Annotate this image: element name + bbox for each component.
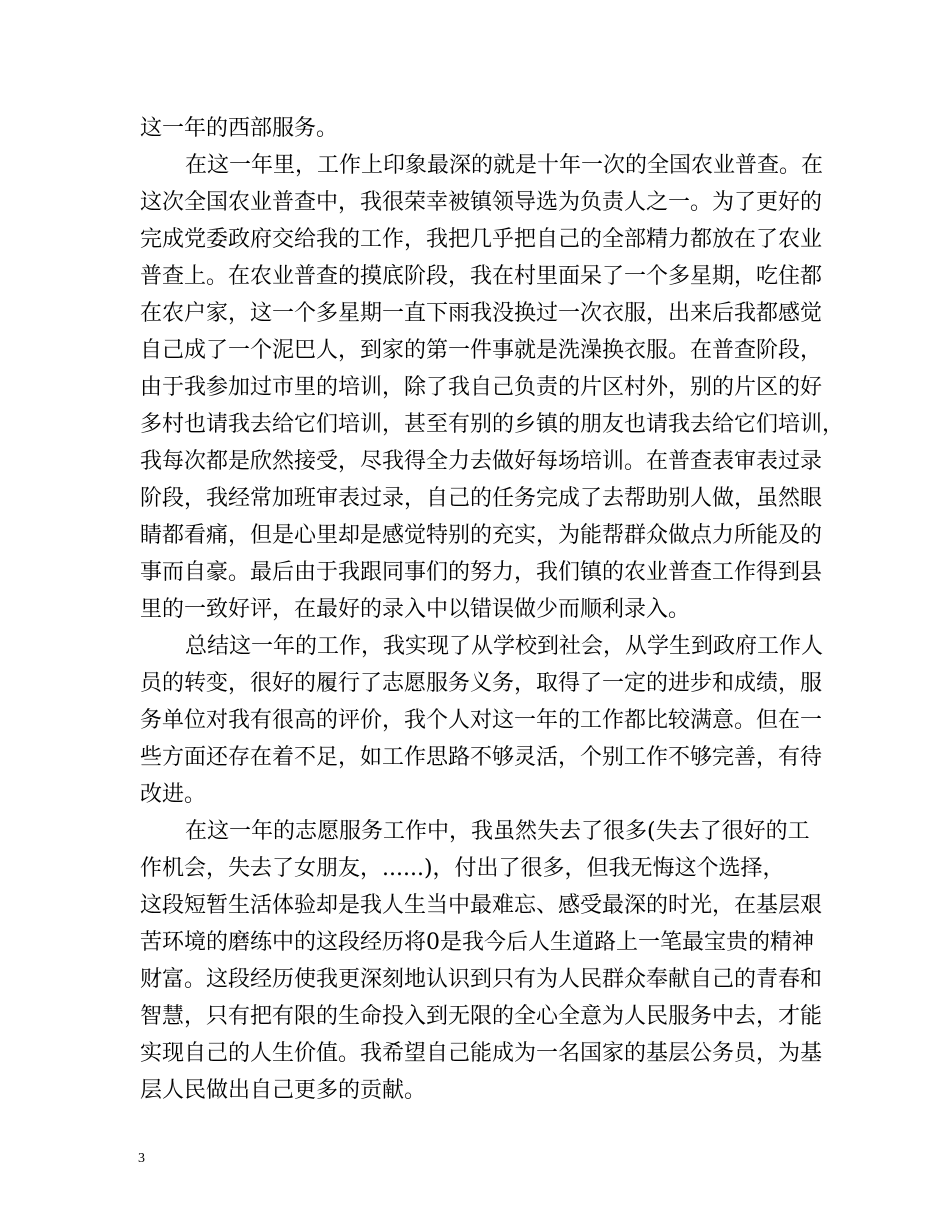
text-line: 这次全国农业普查中，我很荣幸被镇领导选为负责人之一。为了更好的 [140,190,823,215]
text-line: 层人民做出自己更多的贡献。 [140,1078,427,1103]
text-line: 财富。这段经历使我更深刻地认识到只有为人民群众奉献自己的青春和 [140,967,823,992]
text-line: 员的转变，很好的履行了志愿服务义务，取得了一定的进步和成绩，服 [140,671,823,696]
page-number: 3 [138,1151,145,1166]
text-line: 作机会，失去了女朋友，......)，付出了很多，但我无悔这个选择， [140,856,785,881]
text-line: 自己成了一个泥巴人，到家的第一件事就是洗澡换衣服。在普查阶段， [140,338,823,363]
text-line: 智慧，只有把有限的生命投入到无限的全心全意为人民服务中去，才能 [140,1004,823,1029]
text-line: 在农户家，这一个多星期一直下雨我没换过一次衣服，出来后我都感觉 [140,301,823,326]
paragraph-first-line: 在这一年里，工作上印象最深的就是十年一次的全国农业普查。在 [185,153,824,178]
text-line: 完成党委政府交给我的工作，我把几乎把自己的全部精力都放在了农业 [140,227,823,252]
text-line: 这段短暂生活体验却是我人生当中最难忘、感受最深的时光，在基层艰 [140,893,823,918]
text-line: 睛都看痛，但是心里却是感觉特别的充实，为能帮群众做点力所能及的 [140,523,823,548]
paragraph-first-line: 在这一年的志愿服务工作中，我虽然失去了很多(失去了很好的工 [185,819,810,844]
text-line: 些方面还存在着不足，如工作思路不够灵活，个别工作不够完善，有待 [140,745,823,770]
text-line: 实现自己的人生价值。我希望自己能成为一名国家的基层公务员，为基 [140,1041,823,1066]
text-line: 事而自豪。最后由于我跟同事们的努力，我们镇的农业普查工作得到县 [140,560,823,585]
text-line: 普查上。在农业普查的摸底阶段，我在村里面呆了一个多星期，吃住都 [140,264,823,289]
text-line: 由于我参加过市里的培训，除了我自己负责的片区村外，别的片区的好 [140,375,823,400]
text-line: 阶段，我经常加班审表过录，自己的任务完成了去帮助别人做，虽然眼 [140,486,823,511]
text-line: 务单位对我有很高的评价，我个人对这一年的工作都比较满意。但在一 [140,708,823,733]
text-line: 里的一致好评，在最好的录入中以错误做少而顺利录入。 [140,597,691,622]
paragraph-first-line: 总结这一年的工作，我实现了从学校到社会，从学生到政府工作人 [185,634,824,659]
text-line: 苦环境的磨练中的这段经历将0是我今后人生道路上一笔最宝贵的精神 [140,930,814,955]
text-line: 这一年的西部服务。 [140,116,339,141]
text-line: 多村也请我去给它们培训，甚至有别的乡镇的朋友也请我去给它们培训， [140,412,845,437]
text-line: 我每次都是欣然接受，尽我得全力去做好每场培训。在普查表审表过录 [140,449,823,474]
text-line: 改进。 [140,782,207,807]
